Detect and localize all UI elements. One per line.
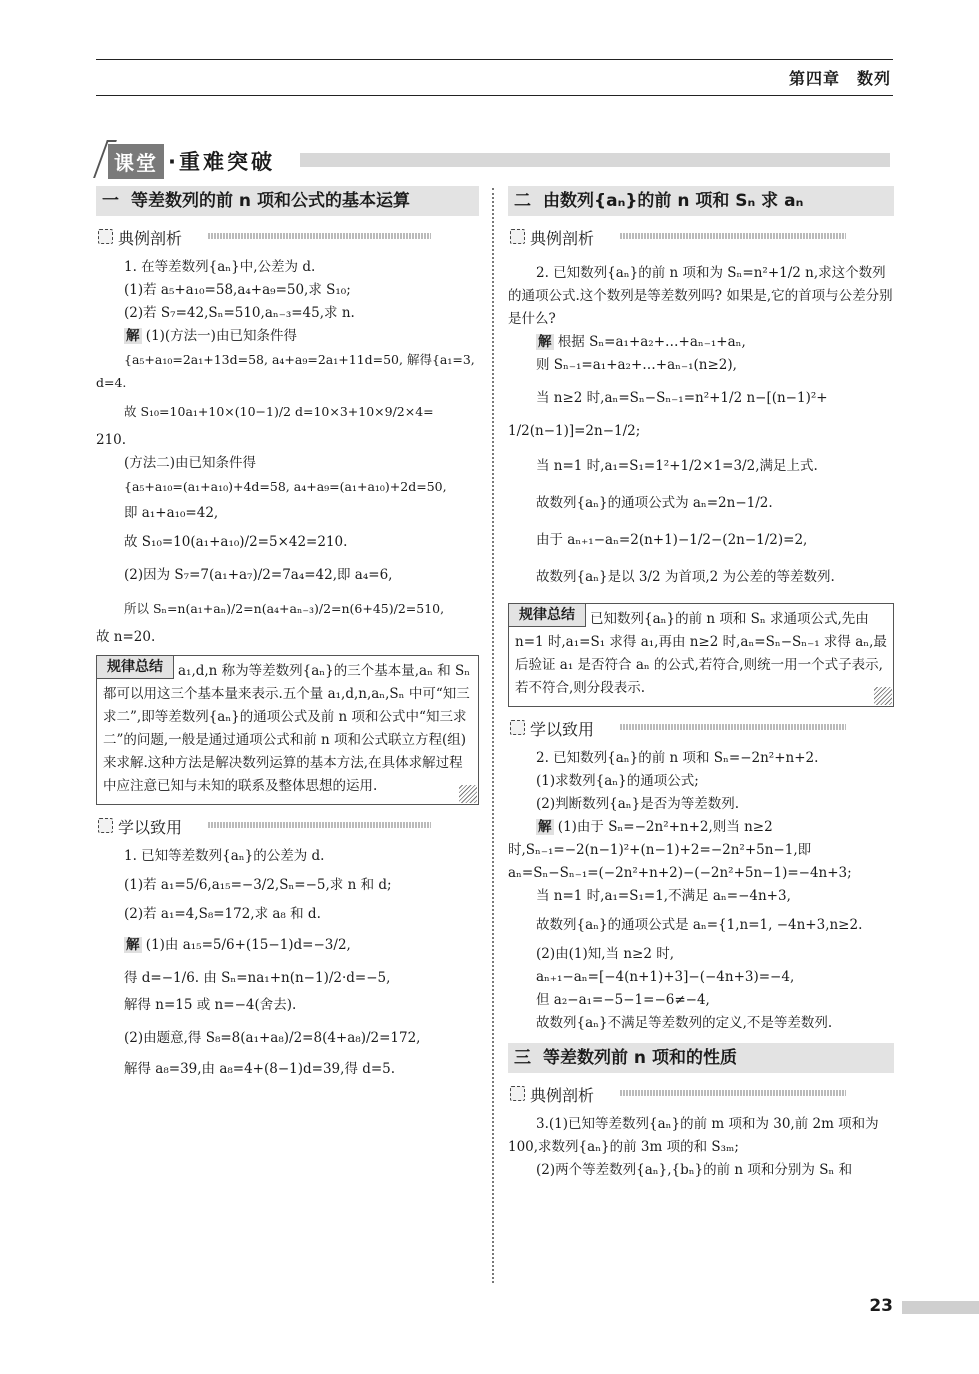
rule-summary-box	[508, 603, 894, 707]
column-divider	[492, 188, 494, 1283]
box-icon	[510, 720, 525, 735]
solution-line: {a₅+a₁₀=2a₁+13d=58, a₄+a₉=2a₁+11d=50, 解得{a₁=3, d=4.	[96, 352, 475, 390]
solution-line: (1)(方法一)由已知条件得	[145, 328, 297, 344]
solution-line: aₙ₊₁−aₙ=[−4(n+1)+3]−(−4n+3)=−4,	[536, 969, 795, 985]
box-icon	[510, 229, 525, 244]
solution-line: 故 S₁₀=10(a₁+a₁₀)/2=5×42=210.	[124, 534, 348, 550]
problem-line: (1)求数列{aₙ}的通项公式;	[536, 773, 699, 789]
solution-line: 故数列{aₙ}的通项公式为 aₙ=2n−1/2.	[536, 495, 773, 511]
problem-line: 1. 已知等差数列{aₙ}的公差为 d.	[124, 848, 325, 864]
section-heading-1	[96, 186, 479, 216]
banner-title: ·重难突破	[168, 150, 275, 174]
solution-line: 即 a₁+a₁₀=42,	[124, 505, 219, 521]
rule-summary-title: 规律总结	[96, 655, 174, 679]
problem-text: 2. 已知数列{aₙ}的前 n 项和为 Sₙ=n²+1/2 n,求这个数列的通项公式.这个数列是等差数列吗? 如果是,它的首项与公差分别是什么?	[508, 265, 893, 327]
section-number: 二	[514, 191, 531, 211]
solution-line: 当 n=1 时,a₁=S₁=1²+1/2×1=3/2,满足上式.	[536, 458, 818, 474]
page-number: 23	[869, 1296, 893, 1316]
rule-summary-box	[96, 655, 479, 805]
subheading-rule	[620, 1090, 846, 1096]
solution-line: 故数列{aₙ}是以 3/2 为首项,2 为公差的等差数列.	[536, 569, 835, 585]
right-column	[508, 186, 894, 1182]
subheading-example	[96, 226, 479, 248]
problem-line: 3.(1)已知等差数列{aₙ}的前 m 项和为 30,前 2m 项和为 100,求数列{aₙ}的前 3m 项的和 S₃ₘ;	[508, 1116, 879, 1155]
solution-line: 1/2(n−1)]=2n−1/2;	[508, 423, 641, 439]
solution-line: (2)由题意,得 S₈=8(a₁+a₈)/2=8(4+a₈)/2=172,	[124, 1030, 421, 1046]
subheading-label: 学以致用	[118, 818, 183, 837]
subheading-rule	[208, 233, 431, 239]
subheading-rule	[620, 724, 846, 730]
solution-label: 解	[126, 328, 140, 344]
solution-label: 解	[538, 334, 552, 350]
problem-line: (1)若 a₅+a₁₀=58,a₄+a₉=50,求 S₁₀;	[124, 282, 351, 298]
section-title: 由数列{aₙ}的前 n 项和 Sₙ 求 aₙ	[543, 191, 804, 211]
corner-hatch	[459, 785, 477, 803]
solution-line: 解得 n=15 或 n=−4(舍去).	[124, 997, 297, 1013]
section-title: 等差数列的前 n 项和公式的基本运算	[131, 191, 410, 211]
problem-line: (2)判断数列{aₙ}是否为等差数列.	[536, 796, 739, 812]
left-column	[96, 186, 479, 1081]
solution-label: 解	[126, 937, 140, 953]
subheading-label: 典例剖析	[530, 1086, 595, 1105]
subheading-rule	[208, 822, 431, 828]
solution-line: 故 n=20.	[96, 629, 156, 645]
rule-summary-title: 规律总结	[508, 603, 586, 627]
subheading-practice	[96, 815, 479, 837]
rule-summary-text: 已知数列{aₙ}的前 n 项和 Sₙ 求通项公式,先由 n=1 时,a₁=S₁ 求得 a₁,再由 n≥2 时,aₙ=Sₙ−Sₙ₋₁ 求得 aₙ,最后验证 a₁ 是否符合 aₙ 的公式,若符合,则统一用一个式子表示,若不符合,则分段表示.	[515, 611, 887, 696]
solution-line: {a₅+a₁₀=(a₁+a₁₀)+4d=58, a₄+a₉=(a₁+a₁₀)+2d=50,	[124, 479, 447, 494]
box-icon	[510, 1086, 525, 1101]
solution-line: 根据 Sₙ=a₁+a₂+…+aₙ₋₁+aₙ,	[557, 334, 746, 350]
section-title: 等差数列前 n 项和的性质	[543, 1048, 737, 1068]
problem-line: (2)两个等差数列{aₙ},{bₙ}的前 n 项和分别为 Sₙ 和	[536, 1162, 853, 1178]
page-number-bar	[902, 1301, 979, 1314]
subheading-label: 典例剖析	[530, 229, 595, 248]
solution-line: 解得 a₈=39,由 a₈=4+(8−1)d=39,得 d=5.	[124, 1061, 396, 1077]
solution-line: 当 n=1 时,a₁=S₁=1,不满足 aₙ=−4n+3,	[536, 888, 791, 904]
solution-line: 得 d=−1/6. 由 Sₙ=na₁+n(n−1)/2·d=−5,	[124, 970, 391, 986]
solution-line: 210.	[96, 432, 127, 448]
header-top-rule	[96, 59, 893, 60]
solution-line: 所以 Sₙ=n(a₁+aₙ)/2=n(a₄+aₙ₋₃)/2=n(6+45)/2=510,	[124, 601, 445, 616]
solution-line: 则 Sₙ₋₁=a₁+a₂+…+aₙ₋₁(n≥2),	[536, 357, 737, 373]
problem-line: 1. 在等差数列{aₙ}中,公差为 d.	[124, 259, 316, 275]
box-icon	[98, 229, 113, 244]
rule-summary-text: a₁,d,n 称为等差数列{aₙ}的三个基本量,aₙ 和 Sₙ 都可以用这三个基本量来表示.五个量 a₁,d,n,aₙ,Sₙ 中可“知三求二”,即等差数列{aₙ}的通项公式及前 n 项和公式中“知三求二”的问题,一般是通过通项公式和前 n 项和公式联立方程(组)来求解.这种方法是解决数列运算的基本方法,在具体求解过程中应注意已知与未知的联系及整体思想的运用.	[103, 663, 471, 794]
subheading-label: 典例剖析	[118, 229, 183, 248]
solution-line: (1)由于 Sₙ=−2n²+n+2,则当 n≥2 时,Sₙ₋₁=−2(n−1)²+(n−1)+2=−2n²+5n−1,即 aₙ=Sₙ−Sₙ₋₁=(−2n²+n+2)−(−2n²+5n−1)=−4n+3;	[508, 819, 852, 881]
subheading-practice	[508, 717, 894, 739]
problem-line: (1)若 a₁=5/6,a₁₅=−3/2,Sₙ=−5,求 n 和 d;	[124, 877, 392, 893]
problem-line: (2)若 a₁=4,S₈=172,求 a₈ 和 d.	[124, 906, 321, 922]
solution-line: 故数列{aₙ}的通项公式是 aₙ={1,n=1, −4n+3,n≥2.	[536, 917, 863, 933]
solution-line: (2)因为 S₇=7(a₁+a₇)/2=7a₄=42,即 a₄=6,	[124, 567, 393, 583]
solution-line: 故 S₁₀=10a₁+10×(10−1)/2 d=10×3+10×9/2×4=	[124, 404, 434, 419]
section-heading-3	[508, 1043, 894, 1073]
subheading-label: 学以致用	[530, 720, 595, 739]
solution-label: 解	[538, 819, 552, 835]
solution-line: 故数列{aₙ}不满足等差数列的定义,不是等差数列.	[536, 1015, 833, 1031]
section-number: 一	[102, 191, 119, 211]
section-heading-2	[508, 186, 894, 216]
solution-line: (方法二)由已知条件得	[124, 455, 257, 471]
subheading-example	[508, 226, 894, 248]
solution-line: 但 a₂−a₁=−5−1=−6≠−4,	[536, 992, 710, 1008]
header-bottom-rule	[96, 95, 893, 96]
solution-line: (2)由(1)知,当 n≥2 时,	[536, 946, 675, 962]
banner-bar	[300, 153, 890, 167]
corner-hatch	[874, 687, 892, 705]
subheading-rule	[620, 233, 846, 239]
solution-line: 由于 aₙ₊₁−aₙ=2(n+1)−1/2−(2n−1/2)=2,	[536, 532, 808, 548]
problem-line: (2)若 S₇=42,Sₙ=510,aₙ₋₃=45,求 n.	[124, 305, 355, 321]
problem-line: 2. 已知数列{aₙ}的前 n 项和 Sₙ=−2n²+n+2.	[536, 750, 819, 766]
section-banner	[100, 140, 890, 180]
banner-tag: 课堂	[108, 144, 164, 179]
solution-line: 当 n≥2 时,aₙ=Sₙ−Sₙ₋₁=n²+1/2 n−[(n−1)²+	[536, 390, 828, 406]
subheading-example	[508, 1083, 894, 1105]
chapter-title: 第四章 数列	[788, 69, 891, 88]
section-number: 三	[514, 1048, 531, 1068]
solution-line: (1)由 a₁₅=5/6+(15−1)d=−3/2,	[145, 937, 351, 953]
box-icon	[98, 818, 113, 833]
